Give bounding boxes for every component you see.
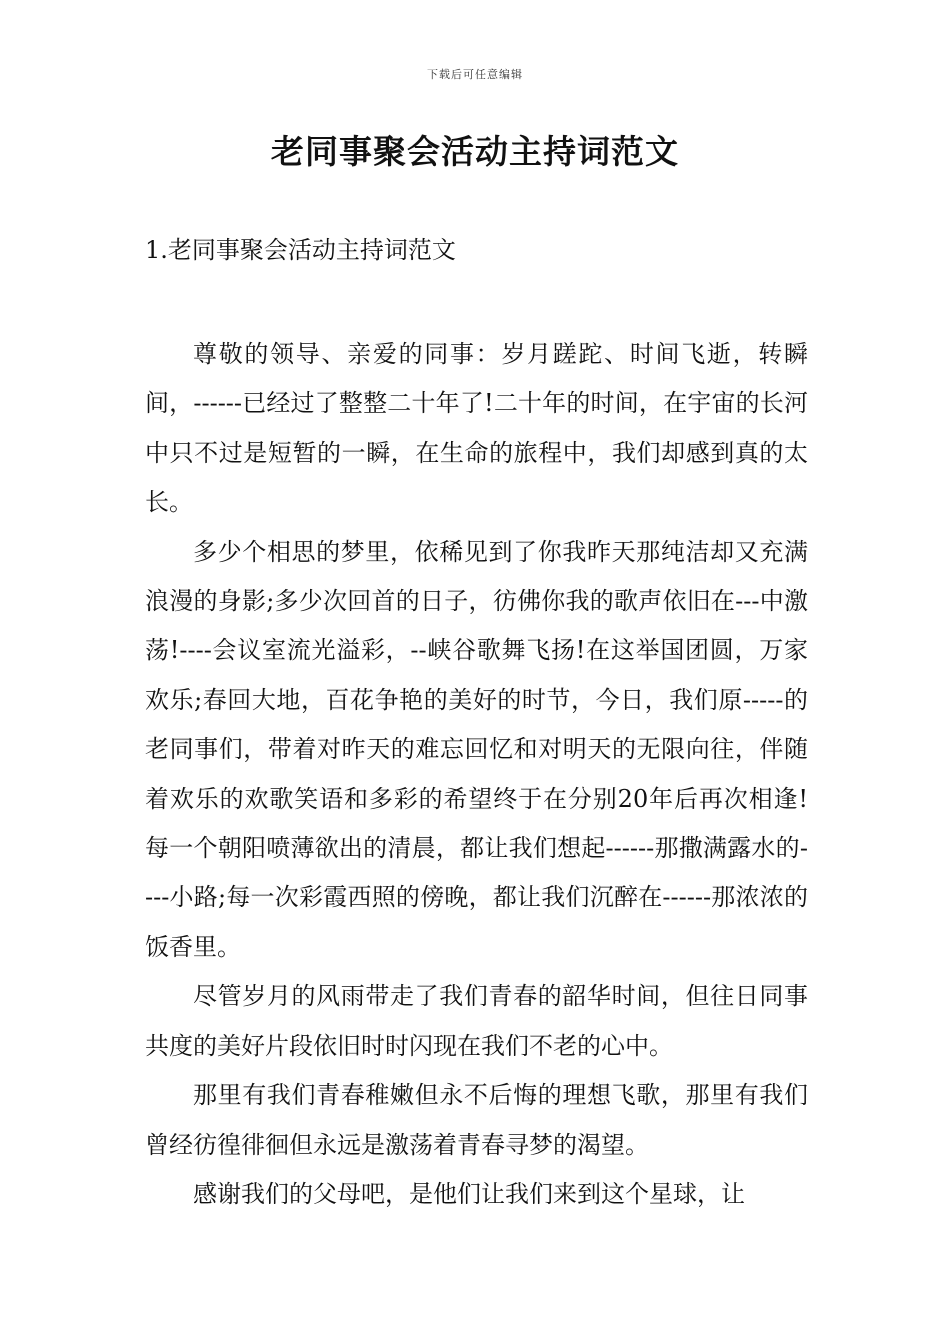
paragraph: 多少个相思的梦里，依稀见到了你我昨天那纯洁却又充满浪漫的身影;多少次回首的日子，彷佛你我的歌声依旧在---中激荡!----会议室流光溢彩，--峡谷歌舞飞扬!在这举国团圆，万家欢乐;春回大地，百花争艳的美好的时节，今日，我们原-----的老同事们，带着对昨天的难忘回忆和对明天的无限向往，伴随着欢乐的欢歌笑语和多彩的希望终于在分别20年后再次相逢!每一个朝阳喷薄欲出的清晨，都让我们想起------那撒满露水的----小路;每一次彩霞西照的傍晚，都让我们沉醉在------那浓浓的饭香里。: [145, 537, 808, 961]
paragraph: 尊敬的领导、亲爱的同事：岁月蹉跎、时间飞逝，转瞬间，------已经过了整整二十年了!二十年的时间，在宇宙的长河中只不过是短暂的一瞬，在生命的旅程中，我们却感到真的太长。: [145, 340, 808, 517]
paragraph: 尽管岁月的风雨带走了我们青春的韶华时间，但往日同事共度的美好片段依旧时时闪现在我们不老的心中。: [145, 982, 808, 1060]
document-title: 老同事聚会活动主持词范文: [271, 132, 679, 171]
section-heading: 1.老同事聚会活动主持词范文: [145, 236, 456, 264]
paragraph: 感谢我们的父母吧，是他们让我们来到这个星球，让: [193, 1179, 745, 1208]
body-text: [145, 330, 808, 1219]
paragraph: 那里有我们青春稚嫩但永不后悔的理想飞歌，那里有我们曾经彷徨徘徊但永远是激荡着青春寻梦的渴望。: [145, 1081, 808, 1159]
header-note: 下载后可任意编辑: [427, 68, 523, 81]
